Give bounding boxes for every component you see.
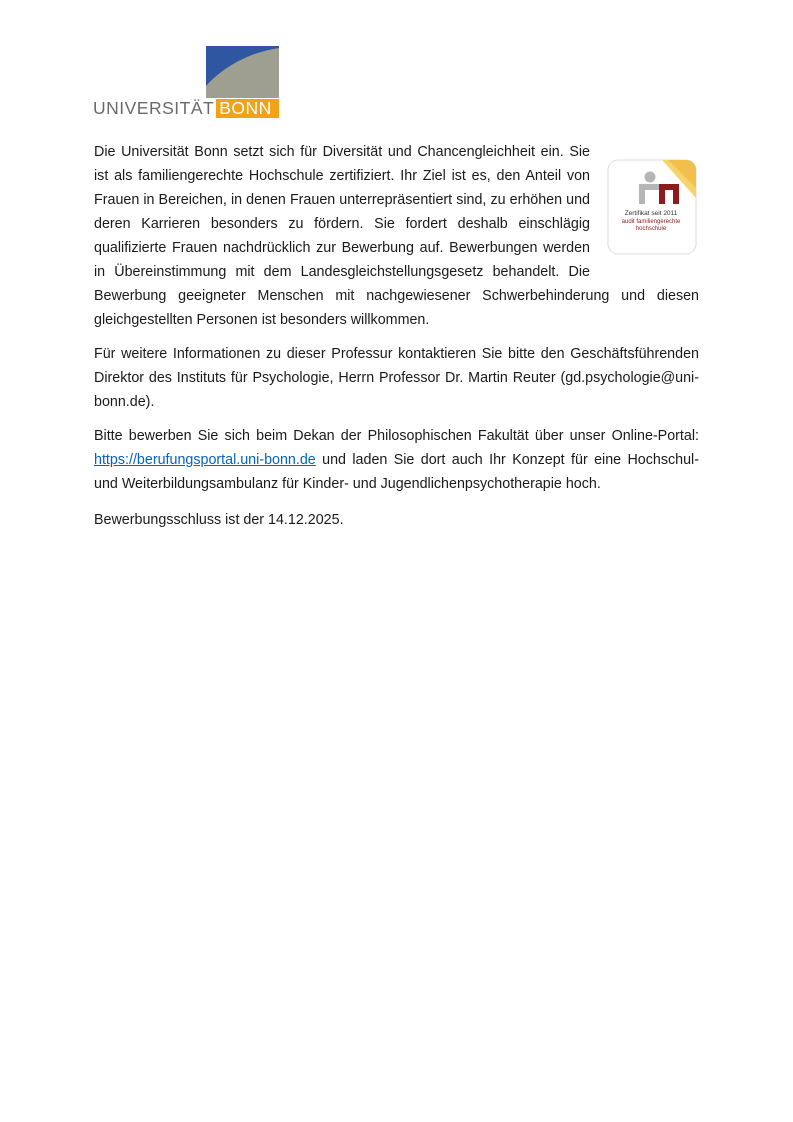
application-text-after: und laden Sie dort auch Ihr Konzept für eine Hochschul- und Weiterbildungsambulanz für Kinder- und Jugendlichenpsychotherapie hoch. [94,452,699,492]
seal-line-1: Zertifikat seit 2011 [624,210,678,217]
portal-link[interactable]: https://berufungsportal.uni-bonn.de [94,452,316,468]
deadline-text: Bewerbungsschluss ist der 14.12.2025. [94,512,344,528]
logo-highlight: BONN [216,99,279,118]
family-audit-seal [604,158,699,258]
application-text-before: Bitte bewerben Sie sich beim Dekan der Philosophischen Fakultät über unser Online-Portal: [94,428,699,444]
seal-graphic [604,158,699,258]
seal-line-3: hochschule [635,226,667,232]
seal-line-2: audit familiengerechte [621,219,681,225]
contact-paragraph: Für weitere Informationen zu dieser Professur kontaktieren Sie bitte den Geschäftsführenden Direktor des Instituts für Psychologie, Herrn Professor Dr. Martin Reuter (gd.psychologie@uni-bonn.de). [94,346,699,410]
application-paragraph [94,424,699,496]
university-logo [93,46,283,120]
logo-word: UNIVERSITÄT [93,98,215,118]
document-body [94,140,699,542]
logo-graphic [206,46,279,98]
diversity-paragraph: Die Universität Bonn setzt sich für Diversität und Chancengleichheit ein. Sie ist als familiengerechte Hochschule zertifiziert. Ihr Ziel ist es, den Anteil von Frauen in Bereichen, in denen Frauen unterrepräsentiert sind, zu erhöhen und deren Karrieren besonders zu fördern. Sie fordert deshalb einschlägig qualifizierte Frauen nachdrücklich zur Bewerbung auf. Bewerbungen werden in Übereinstimmung mit dem Landesgleichstellungsgesetz behandelt. Die Bewerbung geeigneter Menschen mit nachgewiesener Schwerbehinderung und diesen gleichgestellten Personen ist besonders willkommen. [94,144,699,328]
